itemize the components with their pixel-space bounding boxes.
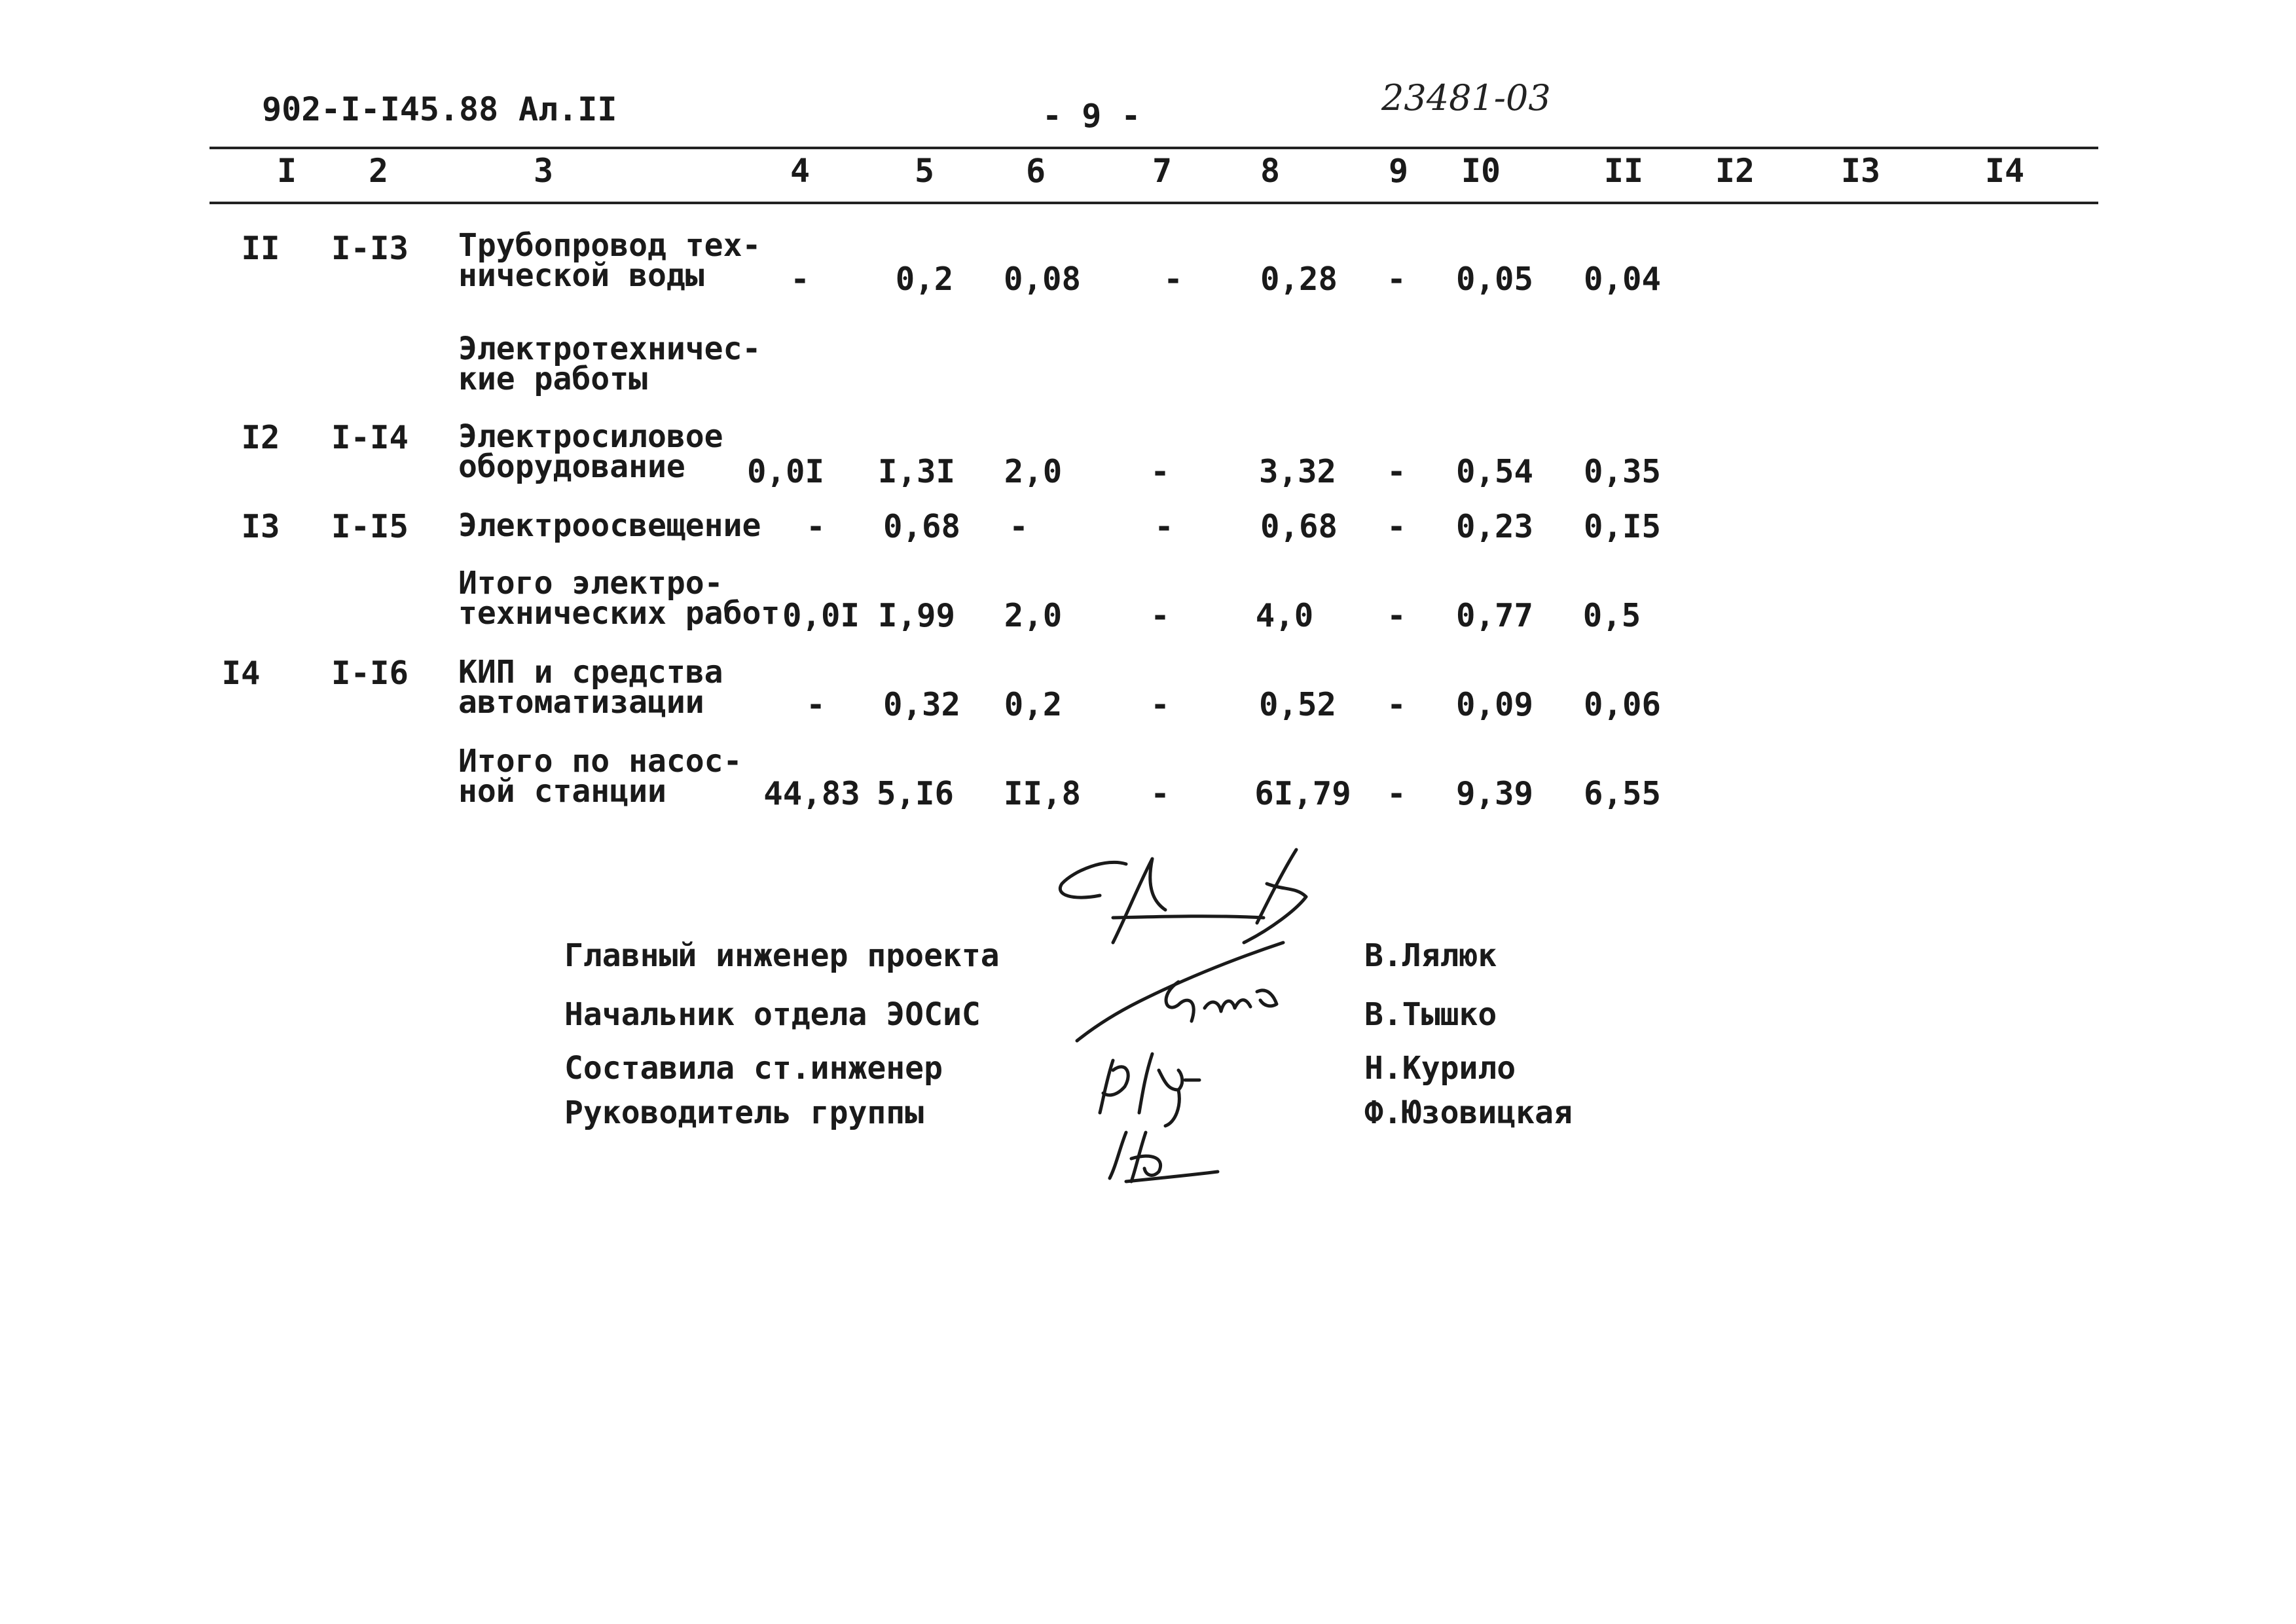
cell-col10: 0,54 (1455, 453, 1534, 490)
cell-col9: - (1387, 597, 1406, 634)
total-label: Итого по насос- ной станции (458, 743, 742, 810)
row-description: КИП и средства автоматизации (458, 654, 723, 721)
cell-col7: - (1154, 508, 1174, 545)
cell-col4: 0,0I (782, 597, 860, 634)
cell-col9: - (1387, 508, 1406, 545)
page-number: - 9 - (1042, 97, 1141, 135)
cell-col5: 5,I6 (876, 775, 955, 812)
header-rule (210, 202, 2098, 204)
cell-col7: - (1150, 686, 1170, 723)
cell-col4: - (806, 508, 826, 545)
cell-col7: - (1150, 597, 1170, 634)
signer-name: Н.Курило (1364, 1050, 1516, 1087)
cell-col4: - (790, 261, 810, 298)
top-rule (210, 147, 2098, 149)
row-description: Трубопровод тех- нической воды (458, 227, 761, 294)
cell-col4: 0,0I (746, 453, 825, 490)
album-number: Ал.II (519, 90, 617, 128)
column-number: 3 (533, 152, 554, 190)
signer-title: Главный инженер проекта (564, 937, 1000, 974)
cell-col8: 3,32 (1258, 453, 1337, 490)
cell-col7: - (1150, 775, 1170, 812)
cell-col8: 0,28 (1260, 261, 1338, 298)
cell-col11: 6,55 (1583, 775, 1662, 812)
signer-title: Руководитель группы (564, 1094, 924, 1131)
cell-col10: 9,39 (1455, 775, 1534, 812)
cell-col6: 0,08 (1003, 261, 1082, 298)
cell-col11: 0,04 (1583, 261, 1662, 298)
column-number: 5 (914, 152, 935, 190)
cell-col8: 0,52 (1258, 686, 1337, 723)
row-description: Электроосвещение (458, 507, 761, 544)
cell-col6: 0,2 (1004, 686, 1063, 723)
signer-name: Ф.Юзовицкая (1364, 1094, 1573, 1131)
cell-col6: II,8 (1003, 775, 1082, 812)
column-number: II (1603, 152, 1644, 190)
column-number: 8 (1260, 152, 1281, 190)
cell-col8: 0,68 (1260, 508, 1338, 545)
row-code: I-I3 (331, 230, 409, 267)
row-description: Электросиловое оборудование (458, 418, 723, 485)
signer-name: В.Тышко (1364, 996, 1497, 1033)
cell-col10: 0,05 (1455, 261, 1534, 298)
column-number: I4 (1984, 152, 2025, 190)
cell-col5: I,3I (877, 453, 956, 490)
signer-title: Составила ст.инженер (564, 1050, 943, 1087)
column-number: I (276, 152, 297, 190)
cell-col5: 0,32 (883, 686, 961, 723)
cell-col7: - (1150, 453, 1170, 490)
cell-col10: 0,09 (1455, 686, 1534, 723)
cell-col4: 44,83 (763, 775, 860, 812)
cell-col11: 0,5 (1582, 597, 1641, 634)
handwritten-signatures (1048, 844, 1322, 1185)
column-number: 9 (1388, 152, 1409, 190)
column-number: I2 (1715, 152, 1755, 190)
row-number: II (241, 230, 280, 267)
column-number: 6 (1025, 152, 1046, 190)
cell-col11: 0,I5 (1583, 508, 1662, 545)
cell-col9: - (1387, 261, 1406, 298)
cell-col6: - (1009, 508, 1029, 545)
column-number: 4 (790, 152, 811, 190)
subtotal-label: Итого электро- технических работ (458, 565, 780, 632)
cell-col8: 6I,79 (1254, 775, 1351, 812)
document-code: 902-I-I45.88 (262, 90, 499, 128)
signer-name: В.Лялюк (1364, 937, 1497, 974)
cell-col10: 0,23 (1455, 508, 1534, 545)
signer-title: Начальник отдела ЭОСиС (564, 996, 981, 1033)
cell-col6: 2,0 (1004, 597, 1063, 634)
cell-col9: - (1387, 686, 1406, 723)
row-number: I2 (241, 419, 280, 456)
column-number: I3 (1840, 152, 1881, 190)
cell-col6: 2,0 (1004, 453, 1063, 490)
cell-col11: 0,35 (1583, 453, 1662, 490)
cell-col9: - (1387, 775, 1406, 812)
cell-col11: 0,06 (1583, 686, 1662, 723)
row-number: I3 (241, 508, 280, 545)
inventory-number: 23481-03 (1381, 77, 1551, 118)
column-number: 7 (1152, 152, 1173, 190)
cell-col9: - (1387, 453, 1406, 490)
row-code: I-I5 (331, 508, 409, 545)
cell-col10: 0,77 (1455, 597, 1534, 634)
cell-col5: 0,2 (895, 261, 954, 298)
cell-col8: 4,0 (1255, 597, 1314, 634)
cell-col5: I,99 (877, 597, 956, 634)
column-number: 2 (368, 152, 389, 190)
cell-col7: - (1163, 261, 1183, 298)
cell-col5: 0,68 (883, 508, 961, 545)
row-code: I-I4 (331, 419, 409, 456)
section-heading: Электротехничес- кие работы (458, 331, 761, 397)
column-number: I0 (1461, 152, 1501, 190)
cell-col4: - (806, 686, 826, 723)
row-code: I-I6 (331, 655, 409, 692)
row-number: I4 (221, 655, 261, 692)
